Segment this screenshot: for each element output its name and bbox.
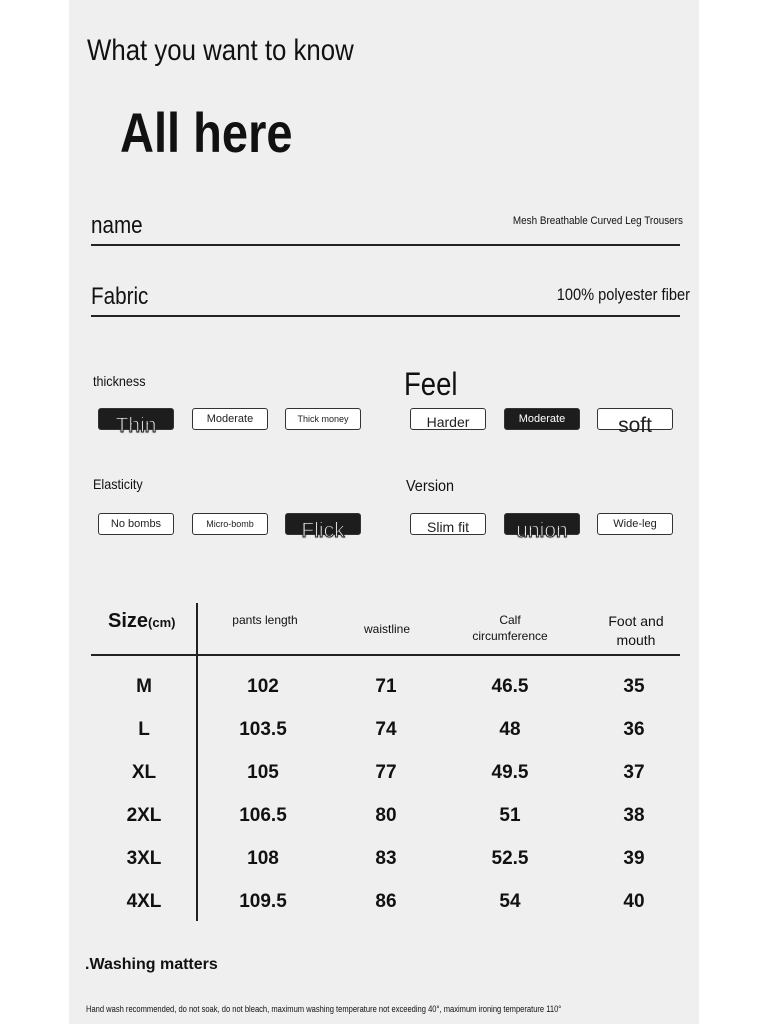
feel-option-harder <box>410 408 486 430</box>
version-option-slim-fit <box>410 513 486 535</box>
washing-title: .Washing matters <box>85 956 218 973</box>
table-cell: 37 <box>623 762 645 783</box>
size-cell: 2XL <box>126 805 162 826</box>
table-cell: 83 <box>375 848 397 869</box>
table-cell: 86 <box>375 891 397 912</box>
elasticity-option-no-bombs <box>98 513 174 535</box>
size-cell: XL <box>131 762 157 783</box>
table-cell: 109.5 <box>239 891 287 912</box>
table-cell: 52.5 <box>491 848 529 869</box>
fabric-divider <box>91 315 680 317</box>
thickness-option-label: Moderate <box>206 412 254 425</box>
table-cell: 102 <box>247 676 279 697</box>
version-option-union <box>504 513 580 542</box>
thickness-option-label: Thin <box>115 413 157 437</box>
thickness-label: thickness <box>93 373 146 389</box>
elasticity-option-label: Flick <box>301 518 345 542</box>
table-cell: 49.5 <box>491 762 529 783</box>
size-cell: 4XL <box>126 891 162 912</box>
table-cell: 71 <box>375 676 397 697</box>
column-header-pants-length: pants length <box>232 613 298 627</box>
column-header-waistline: waistline <box>363 622 411 636</box>
table-cell: 48 <box>499 719 521 740</box>
size-cell: 3XL <box>126 848 162 869</box>
table-header-divider <box>91 654 680 656</box>
size-header-unit: (cm) <box>148 615 176 630</box>
size-header <box>108 610 175 633</box>
table-cell: 46.5 <box>491 676 529 697</box>
table-cell: 36 <box>623 719 645 740</box>
elasticity-option-label: No bombs <box>110 517 162 530</box>
table-cell: 40 <box>623 891 645 912</box>
feel-label: Feel <box>404 366 458 402</box>
version-label: Version <box>406 478 455 495</box>
thickness-option-thin <box>98 408 174 437</box>
elasticity-label: Elasticity <box>93 476 143 492</box>
feel-option-moderate <box>504 408 580 430</box>
thickness-option-thick <box>285 408 361 430</box>
version-option-label: Wide-leg <box>613 517 657 530</box>
feel-option-label: Moderate <box>518 412 566 425</box>
column-header-foot-mouth: Foot and mouth <box>608 613 664 648</box>
fabric-label: Fabric <box>91 283 149 310</box>
table-cell: 74 <box>375 719 397 740</box>
elasticity-option-micro-bomb <box>192 513 268 535</box>
thickness-option-label: Thick money <box>297 414 349 424</box>
table-cell: 80 <box>375 805 397 826</box>
table-cell: 108 <box>247 848 279 869</box>
feel-option-label: Harder <box>426 413 470 430</box>
name-value: Mesh Breathable Curved Leg Trousers <box>512 215 683 227</box>
size-header-label: Size <box>108 610 149 632</box>
table-cell: 51 <box>499 805 521 826</box>
size-cell: M <box>136 676 152 697</box>
table-cell: 38 <box>623 805 645 826</box>
table-column-divider <box>196 603 198 921</box>
elasticity-option-flick <box>285 513 361 542</box>
size-cell: L <box>138 719 150 740</box>
version-option-label: Slim fit <box>427 518 469 535</box>
column-header-calf: Calf circumference <box>472 613 548 643</box>
table-cell: 77 <box>375 762 397 783</box>
thickness-option-moderate <box>192 408 268 430</box>
name-divider <box>91 244 680 246</box>
washing-note: Hand wash recommended, do not soak, do not bleach, maximum washing temperature not exceeding 40°, maximum ironing temperature 110° <box>86 1004 562 1014</box>
elasticity-option-label: Micro-bomb <box>206 519 254 529</box>
feel-option-label: soft <box>618 413 652 437</box>
page-title: What you want to know <box>87 34 354 67</box>
table-cell: 106.5 <box>239 805 287 826</box>
table-cell: 35 <box>623 676 645 697</box>
table-cell: 39 <box>623 848 645 869</box>
table-cell: 54 <box>499 891 521 912</box>
table-cell: 103.5 <box>239 719 287 740</box>
page-subtitle: All here <box>120 101 293 164</box>
fabric-value: 100% polyester fiber <box>556 285 690 304</box>
feel-option-soft <box>597 408 673 437</box>
version-option-label: union <box>516 518 568 542</box>
name-label: name <box>91 212 143 239</box>
version-option-wide-leg <box>597 513 673 535</box>
table-cell: 105 <box>247 762 279 783</box>
